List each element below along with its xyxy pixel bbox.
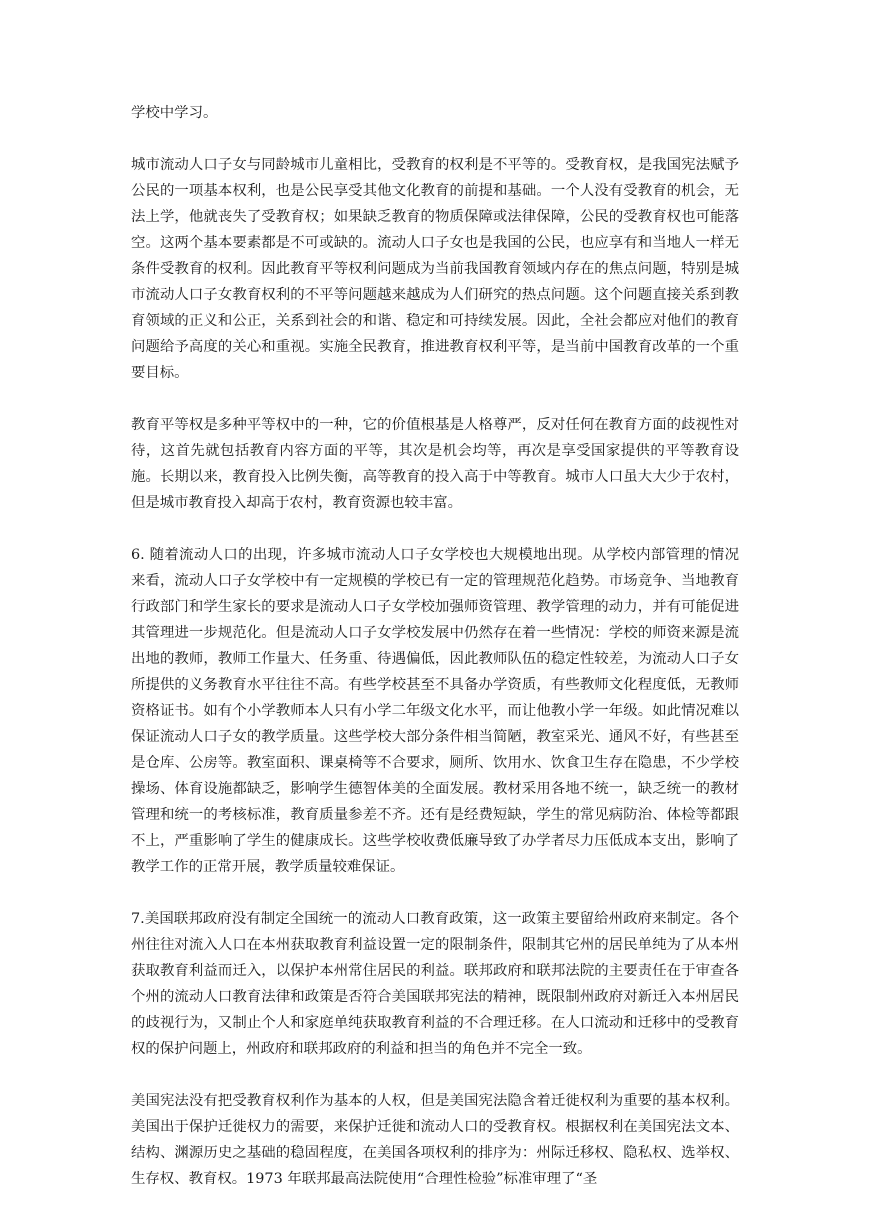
- paragraph-spacer: [131, 880, 739, 906]
- document-page: [131, 100, 739, 1192]
- paragraph-5: 7.美国联邦政府没有制定全国统一的流动人口教育政策，这一政策主要留给州政府来制定。各个州往往对流入人口在本州获取教育利益设置一定的限制条件，限制其它州的居民单纯为了从本州获取教育利益而迁入，以保护本州常住居民的利益。联邦政府和联邦法院的主要责任在于审查各个州的流动人口教育法律和政策是否符合美国联邦宪法的精神，既限制州政府对新迁入本州居民的歧视行为，又制止个人和家庭单纯获取教育利益的不合理迁移。在人口流动和迁移中的受教育权的保护问题上，州政府和联邦政府的利益和担当的角色并不完全一致。: [131, 911, 739, 1057]
- paragraph-spacer: [131, 386, 739, 412]
- paragraph-spacer: [131, 516, 739, 542]
- paragraph-6: 美国宪法没有把受教育权利作为基本的人权，但是美国宪法隐含着迁徙权利为重要的基本权利。美国出于保护迁徙权力的需要，来保护迁徙和流动人口的受教育权。根据权利在美国宪法文本、结构、渊源历史之基础的稳固程度，在美国各项权利的排序为：州际迁移权、隐私权、选举权、生存权、教育权。1973 年联邦最高法院使用“合理性检验”标准审理了“圣: [131, 1093, 739, 1187]
- paragraph-2: 城市流动人口子女与同龄城市儿童相比，受教育的权利是不平等的。受教育权，是我国宪法赋予公民的一项基本权利，也是公民享受其他文化教育的前提和基础。一个人没有受教育的机会，无法上学，他就丧失了受教育权；如果缺乏教育的物质保障或法律保障，公民的受教育权也可能落空。这两个基本要素都是不可或缺的。流动人口子女也是我国的公民，也应享有和当地人一样无条件受教育的权利。因此教育平等权利问题成为当前我国教育领域内存在的焦点问题，特别是城市流动人口子女教育权利的不平等问题越来越成为人们研究的热点问题。这个问题直接关系到教育领域的正义和公正，关系到社会的和谐、稳定和可持续发展。因此，全社会都应对他们的教育问题给予高度的关心和重视。实施全民教育，推进教育权利平等，是当前中国教育改革的一个重要目标。: [131, 157, 739, 381]
- paragraph-3: 教育平等权是多种平等权中的一种，它的价值根基是人格尊严，反对任何在教育方面的歧视性对待，这首先就包括教育内容方面的平等，其次是机会均等，再次是享受国家提供的平等教育设施。长期以来，教育投入比例失衡，高等教育的投入高于中等教育。城市人口虽大大少于农村，但是城市教育投入却高于农村，教育资源也较丰富。: [131, 417, 739, 511]
- paragraph-1: 学校中学习。: [131, 105, 218, 121]
- paragraph-spacer: [131, 1062, 739, 1088]
- paragraph-spacer: [131, 126, 739, 152]
- paragraph-4: 6. 随着流动人口的出现，许多城市流动人口子女学校也大规模地出现。从学校内部管理的情况来看，流动人口子女学校中有一定规模的学校已有一定的管理规范化趋势。市场竞争、当地教育行政部门和学生家长的要求是流动人口子女学校加强师资管理、教学管理的动力，并有可能促进其管理进一步规范化。但是流动人口子女学校发展中仍然存在着一些情况：学校的师资来源是流出地的教师，教师工作量大、任务重、待遇偏低，因此教师队伍的稳定性较差，为流动人口子女所提供的义务教育水平往往不高。有些学校甚至不具备办学资质，有些教师文化程度低，无教师资格证书。如有个小学教师本人只有小学二年级文化水平，而让他教小学一年级。如此情况难以保证流动人口子女的教学质量。这些学校大部分条件相当简陋，教室采光、通风不好，有些甚至是仓库、公房等。教室面积、课桌椅等不合要求，厕所、饮用水、饮食卫生存在隐患，不少学校操场、体育设施都缺乏，影响学生德智体美的全面发展。教材采用各地不统一，缺乏统一的教材管理和统一的考核标准，教育质量参差不齐。还有是经费短缺，学生的常见病防治、体检等都跟不上，严重影响了学生的健康成长。这些学校收费低廉导致了办学者尽力压低成本支出，影响了教学工作的正常开展，教学质量较难保证。: [131, 547, 739, 875]
